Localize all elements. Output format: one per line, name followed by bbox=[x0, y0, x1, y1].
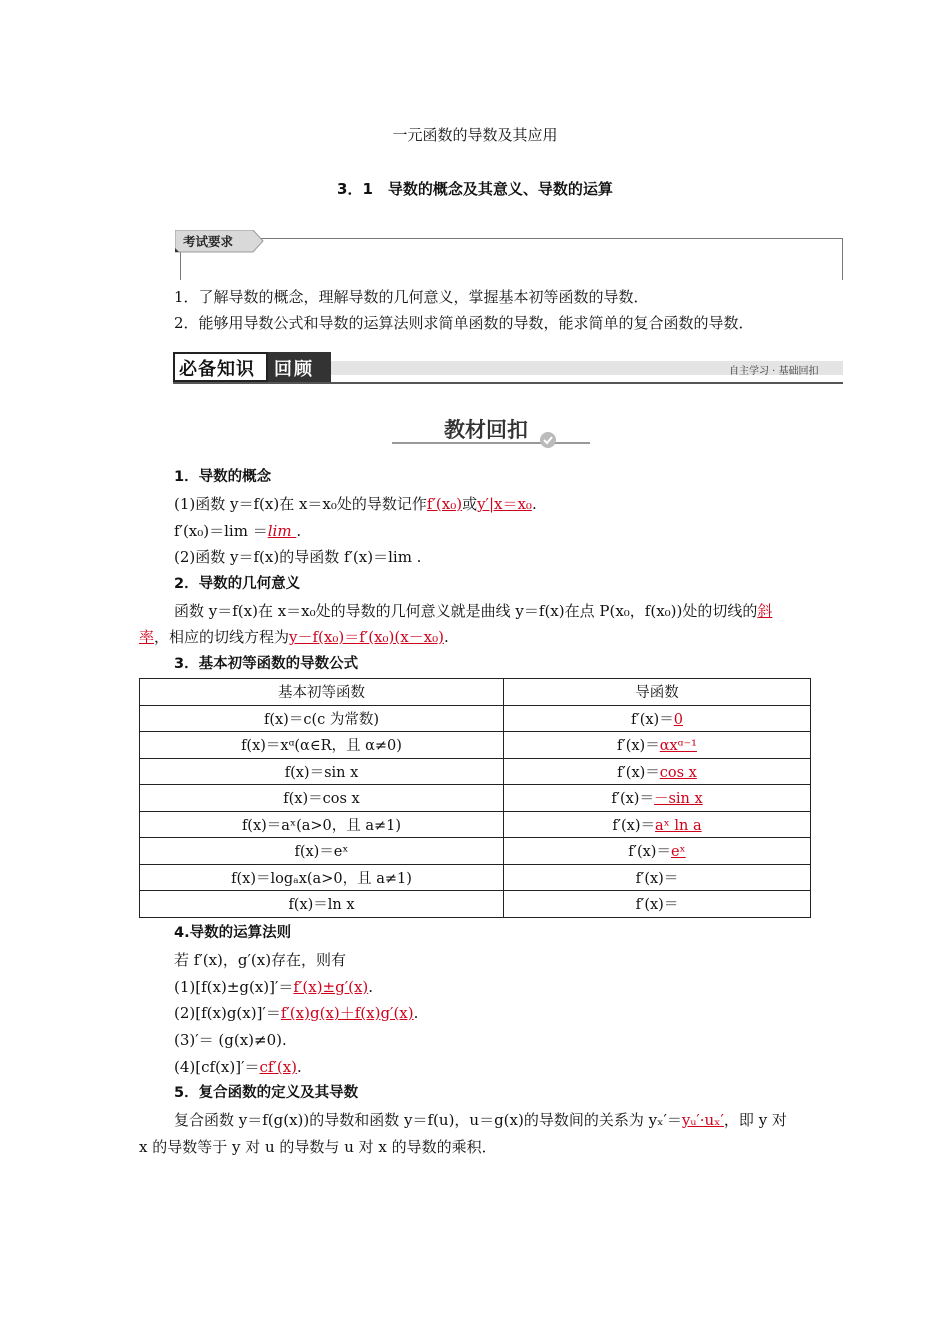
table-cell-derivative: f′(x)＝ bbox=[504, 864, 811, 891]
table-answer: αxᵅ⁻¹ bbox=[659, 738, 697, 755]
exam-box-right-line bbox=[842, 238, 843, 280]
s4-rule-1: (1)[f(x)±g(x)]′＝f′(x)±g′(x). bbox=[174, 978, 374, 996]
s4-intro: 若 f′(x)，g′(x)存在，则有 bbox=[174, 951, 347, 969]
s4-rule-2: (2)[f(x)g(x)]′＝f′(x)g(x)＋f(x)g′(x). bbox=[174, 1004, 419, 1022]
s2-answer-1: 斜 bbox=[757, 602, 773, 620]
table-cell-derivative: f′(x)＝aˣ ln a bbox=[504, 811, 811, 838]
s1-line2: f′(x₀)＝lim ＝lim . bbox=[174, 522, 302, 540]
s1-answer-3: lim bbox=[267, 522, 297, 540]
s1-line1: (1)函数 y＝f(x)在 x＝x₀处的导数记作f′(x₀)或y′|x＝x₀. bbox=[174, 495, 537, 513]
banner-dark-text: 回顾 bbox=[274, 359, 314, 380]
table-answer: 0 bbox=[673, 711, 683, 728]
s2-line2: 率，相应的切线方程为y－f(x₀)＝f′(x₀)(x－x₀). bbox=[139, 628, 449, 646]
table-cell-function: f(x)＝aˣ(a>0，且 a≠1) bbox=[140, 811, 504, 838]
s4-rule-3: (3)′＝ (g(x)≠0). bbox=[174, 1031, 287, 1049]
exam-item-1: 1．了解导数的概念，理解导数的几何意义，掌握基本初等函数的导数． bbox=[174, 288, 649, 306]
table-row bbox=[140, 758, 811, 785]
table-cell-derivative: f′(x)＝－sin x bbox=[504, 785, 811, 812]
banner-left-text: 必备知识 bbox=[179, 359, 255, 380]
s3-title: 3．基本初等函数的导数公式 bbox=[174, 656, 359, 672]
check-icon bbox=[540, 432, 556, 448]
table-cell-function: f(x)＝xᵅ(α∈R，且 α≠0) bbox=[140, 732, 504, 759]
exam-box bbox=[175, 230, 843, 280]
table-answer: eˣ bbox=[670, 844, 686, 861]
s4-answer-1: f′(x)±g′(x) bbox=[293, 978, 369, 996]
table-cell-derivative: f′(x)＝αxᵅ⁻¹ bbox=[504, 732, 811, 759]
table-row bbox=[140, 811, 811, 838]
exam-tag: 考试要求 bbox=[183, 234, 234, 249]
table-cell-function: f(x)＝ln x bbox=[140, 891, 504, 918]
exam-item-2: 2．能够用导数公式和导数的运算法则求简单函数的导数，能求简单的复合函数的导数． bbox=[174, 314, 754, 332]
table-answer: －sin x bbox=[653, 791, 703, 808]
chapter-title: 一元函数的导数及其应用 bbox=[392, 126, 558, 144]
s4-rule-4: (4)[cf(x)]′＝cf′(x). bbox=[174, 1058, 302, 1076]
s2-line1: 函数 y＝f(x)在 x＝x₀处的导数的几何意义就是曲线 y＝f(x)在点 P(x₀，f(x₀))处的切线的斜 bbox=[174, 602, 773, 620]
s1-line3: (2)函数 y＝f(x)的导函数 f′(x)＝lim . bbox=[174, 548, 422, 566]
banner-underline bbox=[173, 382, 843, 384]
s5-line1: 复合函数 y＝f(g(x))的导数和函数 y＝f(u)，u＝g(x)的导数间的关系为 yₓ′＝yᵤ′·uₓ′，即 y 对 bbox=[174, 1111, 787, 1129]
table-cell-derivative: f′(x)＝ bbox=[504, 891, 811, 918]
table-cell-function: f(x)＝cos x bbox=[140, 785, 504, 812]
subheading-block bbox=[392, 412, 592, 452]
s2-title: 2．导数的几何意义 bbox=[174, 576, 301, 592]
table-row bbox=[140, 891, 811, 918]
s4-title: 4.导数的运算法则 bbox=[174, 925, 292, 941]
table-row bbox=[140, 785, 811, 812]
s2-answer-2: 率 bbox=[139, 628, 155, 646]
s5-line2: x 的导数等于 y 对 u 的导数与 u 对 x 的导数的乘积． bbox=[139, 1138, 497, 1156]
s4-answer-2: f′(x)g(x)＋f(x)g′(x) bbox=[280, 1004, 414, 1022]
table-cell-function: f(x)＝logₐx(a>0，且 a≠1) bbox=[140, 864, 504, 891]
table-cell-function: f(x)＝sin x bbox=[140, 758, 504, 785]
table-header-row bbox=[140, 679, 811, 706]
table-cell-derivative: f′(x)＝cos x bbox=[504, 758, 811, 785]
table-row bbox=[140, 705, 811, 732]
s4-answer-4: cf′(x) bbox=[259, 1058, 298, 1076]
table-header-cell: 导函数 bbox=[504, 679, 811, 706]
derivative-table bbox=[139, 678, 811, 918]
subheading-text: 教材回扣 bbox=[444, 418, 528, 442]
exam-box-top-line bbox=[180, 238, 843, 239]
table-header-cell: 基本初等函数 bbox=[140, 679, 504, 706]
table-row bbox=[140, 838, 811, 865]
section-title: 3．1 导数的概念及其意义、导数的运算 bbox=[337, 180, 613, 198]
s5-title: 5．复合函数的定义及其导数 bbox=[174, 1085, 359, 1101]
s1-title: 1．导数的概念 bbox=[174, 469, 272, 485]
table-cell-function: f(x)＝eˣ bbox=[140, 838, 504, 865]
section-banner bbox=[173, 352, 843, 384]
table-row bbox=[140, 864, 811, 891]
banner-right-text: 自主学习 · 基础回扣 bbox=[729, 366, 819, 377]
s1-answer-1: f′(x₀) bbox=[426, 495, 463, 513]
s5-answer: yᵤ′·uₓ′ bbox=[681, 1111, 724, 1129]
table-cell-derivative: f′(x)＝0 bbox=[504, 705, 811, 732]
table-row bbox=[140, 732, 811, 759]
table-cell-function: f(x)＝c(c 为常数) bbox=[140, 705, 504, 732]
s1-answer-2: y′|x＝x₀ bbox=[477, 495, 532, 513]
s2-answer-3: y－f(x₀)＝f′(x₀)(x－x₀) bbox=[289, 628, 445, 646]
table-answer: cos x bbox=[659, 764, 697, 781]
table-cell-derivative: f′(x)＝eˣ bbox=[504, 838, 811, 865]
table-answer: aˣ ln a bbox=[655, 817, 702, 834]
